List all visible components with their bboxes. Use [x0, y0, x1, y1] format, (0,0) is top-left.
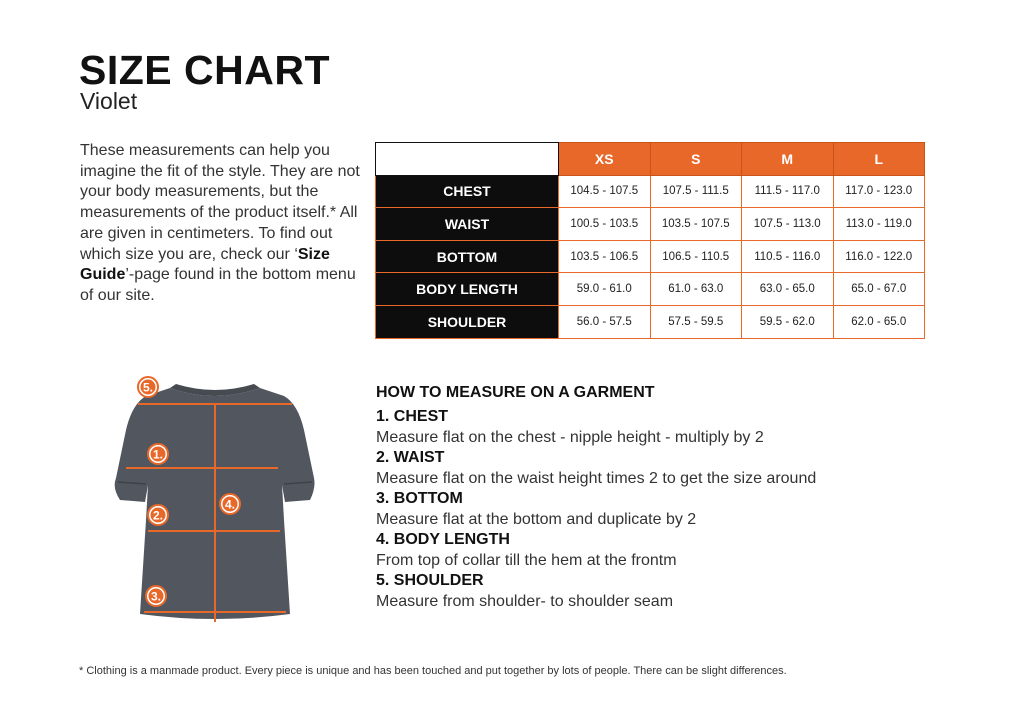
step-title-body-length: 4. BODY LENGTH [376, 531, 510, 548]
marker-chest-label: 1. [152, 447, 164, 462]
table-cell: 113.0 - 119.0 [833, 208, 925, 241]
marker-waist [148, 505, 168, 525]
marker-body-length-label: 4. [224, 497, 236, 512]
table-row-waist [376, 208, 925, 241]
step-title-waist: 2. WAIST [376, 449, 445, 466]
marker-shoulder [138, 377, 158, 397]
table-cell: 117.0 - 123.0 [833, 175, 925, 208]
marker-body-length [220, 494, 240, 514]
size-header-l: L [833, 143, 925, 176]
table-cell: 100.5 - 103.5 [559, 208, 651, 241]
intro-text-end: ’-page found in the bottom menu of our site. [80, 266, 356, 304]
step-desc-bottom: Measure flat at the bottom and duplicate by 2 [376, 511, 697, 528]
step-desc-waist: Measure flat on the waist height times 2 to get the size around [376, 470, 817, 487]
size-guide-link[interactable]: Size Guide [80, 245, 330, 284]
step-desc-shoulder: Measure from shoulder- to shoulder seam [376, 593, 674, 610]
table-cell: 59.5 - 62.0 [742, 305, 834, 338]
size-header-xs: XS [559, 143, 651, 176]
table-corner-cell [376, 143, 559, 176]
tshirt-illustration [100, 370, 330, 630]
table-cell: 65.0 - 67.0 [833, 273, 925, 306]
table-cell: 104.5 - 107.5 [559, 175, 651, 208]
intro-text-start: These measurements can help you imagine the fit of the style. They are not your body measurements, but the measurements of the product itself.* All are given in centimeters. To find out which size you are, check our ‘ [80, 142, 360, 263]
intro-paragraph [80, 141, 362, 307]
table-row-chest [376, 175, 925, 208]
marker-bottom-label: 3. [150, 589, 162, 604]
table-cell: 107.5 - 113.0 [742, 208, 834, 241]
marker-waist-label: 2. [152, 508, 164, 523]
step-title-chest: 1. CHEST [376, 408, 449, 425]
table-cell: 57.5 - 59.5 [650, 305, 742, 338]
table-row-bottom [376, 240, 925, 273]
step-title-shoulder: 5. SHOULDER [376, 572, 484, 589]
row-label-body-length: BODY LENGTH [376, 273, 559, 306]
size-header-row [376, 143, 925, 176]
page-title: SIZE CHART [79, 47, 330, 93]
marker-shoulder-label: 5. [142, 380, 154, 395]
table-cell: 61.0 - 63.0 [650, 273, 742, 306]
table-cell: 103.5 - 107.5 [650, 208, 742, 241]
table-cell: 107.5 - 111.5 [650, 175, 742, 208]
table-cell: 63.0 - 65.0 [742, 273, 834, 306]
size-header-m: M [742, 143, 834, 176]
size-header-s: S [650, 143, 742, 176]
marker-bottom [146, 586, 166, 606]
table-cell: 116.0 - 122.0 [833, 240, 925, 273]
table-cell: 106.5 - 110.5 [650, 240, 742, 273]
table-row-shoulder [376, 305, 925, 338]
row-label-chest: CHEST [376, 175, 559, 208]
size-table [375, 142, 925, 339]
step-title-bottom: 3. BOTTOM [376, 490, 463, 507]
row-label-shoulder: SHOULDER [376, 305, 559, 338]
table-cell: 62.0 - 65.0 [833, 305, 925, 338]
table-cell: 110.5 - 116.0 [742, 240, 834, 273]
measure-instructions [376, 383, 936, 612]
product-name: Violet [80, 88, 138, 114]
step-desc-body-length: From top of collar till the hem at the frontm [376, 552, 677, 569]
marker-chest [148, 444, 168, 464]
row-label-bottom: BOTTOM [376, 240, 559, 273]
table-cell: 59.0 - 61.0 [559, 273, 651, 306]
table-cell: 56.0 - 57.5 [559, 305, 651, 338]
table-cell: 103.5 - 106.5 [559, 240, 651, 273]
table-cell: 111.5 - 117.0 [742, 175, 834, 208]
footnote: * Clothing is a manmade product. Every piece is unique and has been touched and put together by lots of people. There can be slight differences. [79, 665, 787, 677]
instructions-heading: HOW TO MEASURE ON A GARMENT [376, 384, 655, 401]
row-label-waist: WAIST [376, 208, 559, 241]
step-desc-chest: Measure flat on the chest - nipple height - multiply by 2 [376, 429, 764, 446]
table-row-body-length [376, 273, 925, 306]
